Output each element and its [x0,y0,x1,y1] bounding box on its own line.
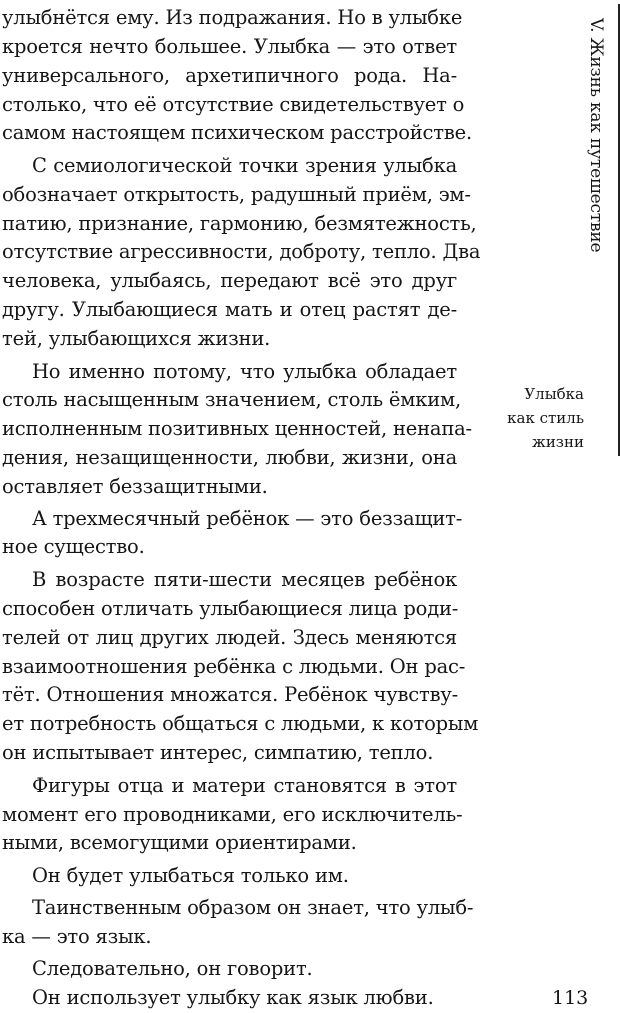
text-line: тёт. Отношения множатся. Ребёнок чувству- [2,683,459,707]
text-line: улыбнётся ему. Из подражания. Но в улыбке [2,6,463,29]
text-line: он испытывает интерес, симпатию, тепло. [2,741,434,764]
text-line: дения, незащищенности, любви, жизни, она [2,446,457,469]
text-line: С семиологической точки зрения улыбка [32,154,457,177]
text-line: человека, улыбаясь, передают всё это друг [2,269,457,293]
margin-note-line: как стиль [507,409,584,427]
text-line: исполненным позитивных ценностей, ненапа- [2,417,472,441]
text-line: А трехмесячный ребёнок — это беззащит- [32,506,463,530]
text-line: самом настоящем психическом расстройстве. [2,121,472,145]
text-line: патию, признание, гармонию, безмятежность, [2,211,477,235]
text-line: ными, всемогущими ориентирами. [2,831,357,855]
text-line: В возрасте пяти-шести месяцев ребёнок [32,568,457,592]
text-line: столько, что её отсутствие свидетельствует о [2,92,465,116]
text-line: взаимоотношения ребёнка с людьми. Он рас- [2,654,466,678]
text-line: кроется нечто большее. Улыбка — это ответ [2,34,457,58]
text-line: обозначает открытость, радушный приём, эм- [2,182,471,206]
text-line: момент его проводниками, его исключитель- [2,802,463,826]
text-line: телей от лиц других людей. Здесь меняются [2,625,457,649]
text-line: другу. Улыбающиеся мать и отец растят де- [2,298,457,322]
text-line: Следовательно, он говорит. [32,957,313,981]
text-line: ет потребность общаться с людьми, к которым [2,712,479,736]
text-line: Фигуры отца и матери становятся в этот [32,773,457,797]
margin-note-line: жизни [532,433,584,451]
text-line: ное существо. [2,535,145,559]
text-line: оставляет беззащитными. [2,474,268,498]
running-head-text: V. Жизнь как путешествие [586,18,606,253]
margin-note-line: Улыбка [524,385,584,403]
text-line: ка — это язык. [2,924,152,948]
text-line: Но именно потому, что улыбка обладает [32,359,457,383]
text-line: Он использует улыбку как язык любви. [32,986,434,1009]
running-head [585,18,606,280]
text-line: столь насыщенным значением, столь ёмким, [2,388,461,412]
text-line: отсутствие агрессивности, доброту, тепло. Два [2,240,481,264]
text-line: Таинственным образом он знает, что улыб- [32,895,474,919]
text-line: способен отличать улыбающиеся лица роди- [2,596,459,620]
text-line: универсального, архетипичного рода. На- [2,63,457,87]
text-line: тей, улыбающихся жизни. [2,326,271,350]
text-line: Он будет улыбаться только им. [32,864,349,887]
page-number: 113 [552,987,589,1009]
